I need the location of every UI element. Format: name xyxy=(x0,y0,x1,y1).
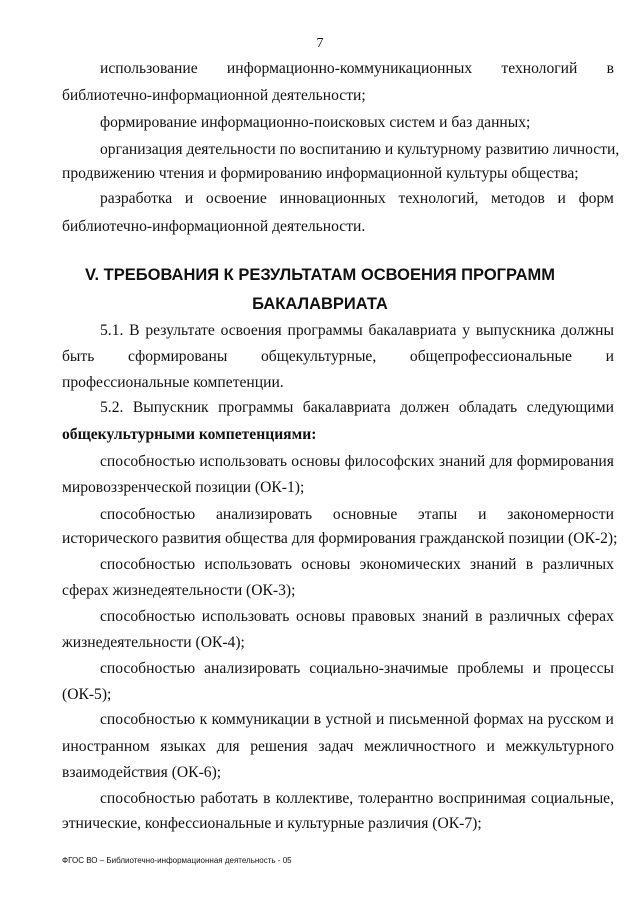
text-line: продвижению чтения и формированию информационной культуры общества; xyxy=(62,165,579,182)
word: задач xyxy=(318,738,354,755)
text-line xyxy=(100,608,614,626)
text-line: взаимодействия (ОК-6); xyxy=(62,764,222,781)
word: должен xyxy=(400,399,450,416)
word: основные xyxy=(332,506,398,523)
word: знаний xyxy=(470,556,517,573)
text-line: мировоззренческой позиции (ОК-1); xyxy=(62,479,305,496)
word: основы xyxy=(295,608,346,625)
word: в xyxy=(313,711,322,728)
text-line xyxy=(100,399,614,417)
page-footer: ФГОС ВО – Библиотечно-информационная деятельность - 05 xyxy=(62,856,292,865)
word: анализировать xyxy=(204,660,301,677)
word: 5.1. xyxy=(100,322,124,339)
text-line: библиотечно-информационной деятельности. xyxy=(62,218,366,235)
text-line: этнические, конфессиональные и культурные различия (ОК-7); xyxy=(62,815,482,832)
word: и xyxy=(605,711,614,728)
text-line xyxy=(100,190,614,208)
text-line xyxy=(62,738,614,756)
word: использовать xyxy=(201,608,290,625)
word: В xyxy=(129,322,140,339)
word: анализировать xyxy=(215,506,313,523)
word: экономических xyxy=(359,556,461,573)
word: воспринимая xyxy=(438,790,526,807)
section-title: V. ТРЕБОВАНИЯ К РЕЗУЛЬТАТАМ ОСВОЕНИЯ ПРОГРАММ xyxy=(85,266,555,284)
word: информационно-коммуникационных xyxy=(226,60,473,77)
word: и xyxy=(486,738,495,755)
word: толерантно xyxy=(358,790,434,807)
word: 5.2. xyxy=(100,399,124,416)
word: социальные, xyxy=(530,790,614,807)
word: общекультурные, xyxy=(260,348,377,365)
word: методов xyxy=(491,190,545,207)
text-line: (ОК-5); xyxy=(62,686,112,703)
word: способностью xyxy=(100,506,196,523)
word: форм xyxy=(578,190,614,207)
word: и xyxy=(478,506,487,523)
text-line xyxy=(100,453,614,471)
word: и xyxy=(532,660,542,677)
word: основы xyxy=(291,453,341,470)
text-line xyxy=(100,711,614,729)
word: межкультурного xyxy=(505,738,614,755)
word: в xyxy=(606,60,614,77)
word: обладать xyxy=(458,399,518,416)
word: в xyxy=(475,608,483,625)
word: языках xyxy=(160,738,207,755)
word: программы xyxy=(287,322,363,339)
word: коллективе, xyxy=(275,790,354,807)
word: процессы xyxy=(550,660,614,677)
word: инновационных xyxy=(279,190,386,207)
text-line: организация деятельности по воспитанию и культурному развитию личности, xyxy=(100,141,620,158)
text-line xyxy=(100,556,614,574)
word: следующими xyxy=(526,399,614,416)
word: способностью xyxy=(100,453,196,470)
text-line: библиотечно-информационной деятельности; xyxy=(62,87,366,104)
word: для xyxy=(489,453,513,470)
word: способностью xyxy=(100,660,196,677)
word: сформированы xyxy=(128,348,228,365)
text-line xyxy=(100,660,614,678)
section-title-line2: БАКАЛАВРИАТА xyxy=(252,295,388,313)
text-line xyxy=(100,506,614,524)
word: различных xyxy=(489,608,561,625)
word: программы xyxy=(218,399,294,416)
word: решения xyxy=(250,738,308,755)
word: бакалавриата xyxy=(368,322,457,339)
word: формирования xyxy=(516,453,614,470)
text-line xyxy=(100,322,614,340)
text-line: сферах жизнедеятельности (ОК-3); xyxy=(62,582,296,599)
word: и xyxy=(605,348,614,365)
word: правовых xyxy=(351,608,416,625)
text-line: жизнедеятельности (ОК-4); xyxy=(62,634,245,651)
word: Выпускник xyxy=(132,399,209,416)
word: быть xyxy=(62,348,95,365)
text-line xyxy=(62,348,614,366)
word: использование xyxy=(100,60,198,77)
text-line: формирование информационно-поисковых систем и баз данных; xyxy=(100,114,531,131)
word: должны xyxy=(561,322,614,339)
text-line: профессиональные компетенции. xyxy=(62,374,284,391)
word: иностранном xyxy=(62,738,150,755)
word: формах xyxy=(473,711,524,728)
word: бакалавриата xyxy=(302,399,391,416)
page-number: 7 xyxy=(316,36,324,51)
word: использовать xyxy=(199,453,287,470)
bold-heading-line: общекультурными компетенциями: xyxy=(62,426,317,443)
word: для xyxy=(216,738,240,755)
word: освоения xyxy=(220,322,282,339)
word: использовать xyxy=(204,556,292,573)
word: результате xyxy=(145,322,215,339)
word: социально-значимые xyxy=(309,660,449,677)
word: межличностного xyxy=(364,738,476,755)
word: этапы xyxy=(418,506,458,523)
word: основы xyxy=(301,556,351,573)
text-line xyxy=(100,60,614,78)
word: выпускника xyxy=(475,322,556,339)
word: освоение xyxy=(205,190,267,207)
word: общепрофессиональные xyxy=(409,348,572,365)
word: на xyxy=(527,711,544,728)
text-line: исторического развития общества для формирования гражданской позиции (ОК-2); xyxy=(62,530,618,547)
word: и xyxy=(557,190,566,207)
word: способностью xyxy=(100,790,196,807)
word: закономерности xyxy=(507,506,614,523)
word: способностью xyxy=(100,556,196,573)
word: работать xyxy=(200,790,258,807)
word: в xyxy=(525,556,534,573)
word: способностью xyxy=(100,608,196,625)
word: и xyxy=(376,711,385,728)
word: коммуникации xyxy=(211,711,310,728)
word: сферах xyxy=(567,608,614,625)
word: способностью xyxy=(100,711,196,728)
word: и xyxy=(184,190,194,207)
text-line xyxy=(100,790,614,808)
word: философских xyxy=(344,453,435,470)
word: разработка xyxy=(100,190,173,207)
word: письменной xyxy=(388,711,470,728)
word: проблемы xyxy=(457,660,524,677)
word: различных xyxy=(542,556,614,573)
word: к xyxy=(199,711,208,728)
word: технологий, xyxy=(398,190,479,207)
word: устной xyxy=(325,711,372,728)
word: у xyxy=(462,322,471,339)
word: знаний xyxy=(422,608,469,625)
word: русском xyxy=(547,711,602,728)
word: в xyxy=(263,790,271,807)
word: технологий xyxy=(501,60,578,77)
word: знаний xyxy=(438,453,486,470)
